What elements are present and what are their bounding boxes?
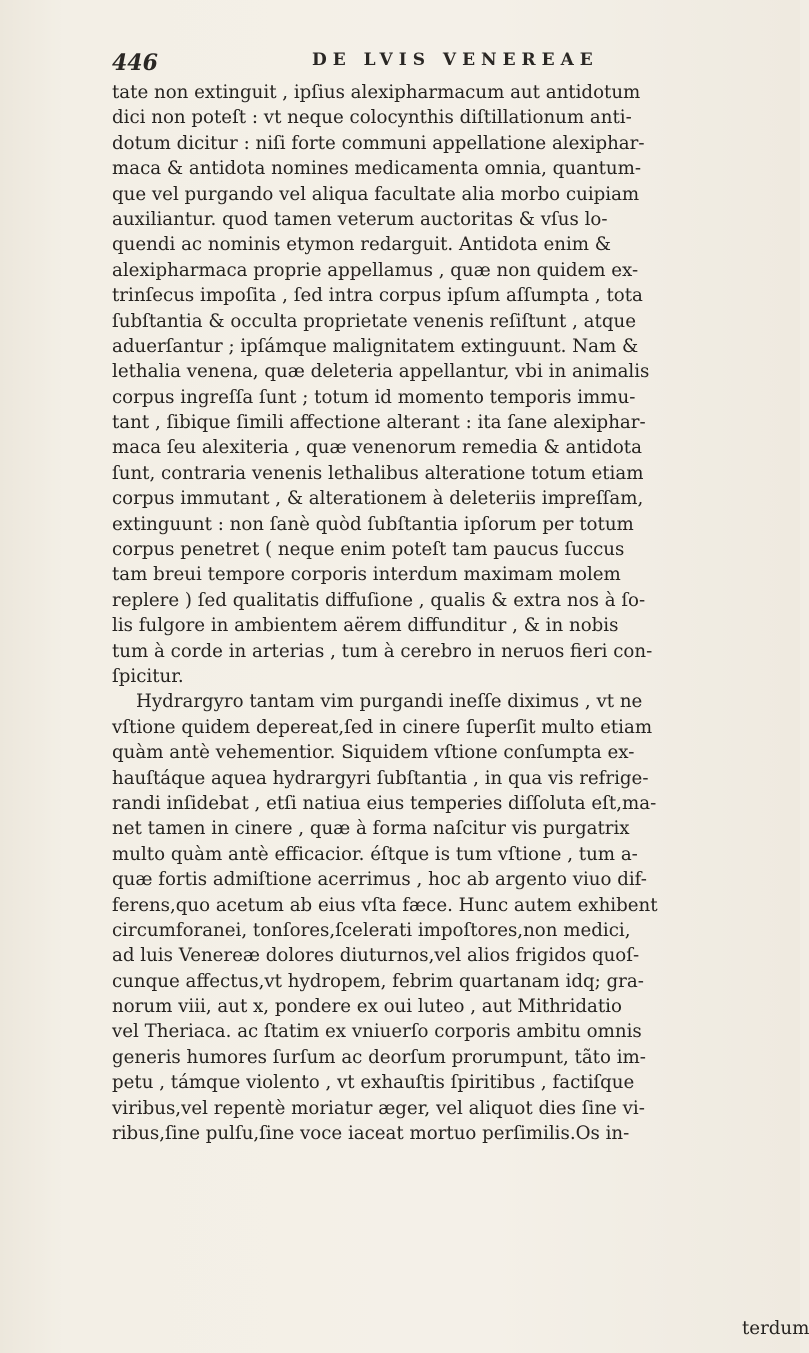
text-line: aduerſantur ; ipſámque malignitatem extinguunt. Nam & <box>112 335 639 357</box>
text-line: ſubſtantia & occulta proprietate venenis reſiſtunt , atque <box>112 310 636 332</box>
text-line: quàm antè vehementior. Siquidem vſtione conſumpta ex- <box>112 742 635 764</box>
page-header <box>112 44 712 78</box>
text-line: corpus ingreſſa ſunt ; totum id momento temporis immu- <box>112 386 636 408</box>
paragraph-start-line: Hydrargyro tantam vim purgandi ineſſe diximus , vt ne <box>136 691 643 713</box>
text-line: ad luis Venereæ dolores diuturnos,vel alios frigidos quoſ- <box>112 945 640 967</box>
text-line: multo quàm antè efficacior. éſtque is tum vſtione , tum a- <box>112 843 638 865</box>
text-line: petu , támque violento , vt exhauſtis ſpiritibus , factiſque <box>112 1072 635 1094</box>
text-line: dotum dicitur : niſi forte communi appellatione alexiphar- <box>112 132 645 154</box>
text-line: que vel purgando vel aliqua facultate alia morbo cuipiam <box>112 183 640 205</box>
text-line: auxiliantur. quod tamen veterum auctoritas & vſus lo- <box>112 208 608 230</box>
text-line: trinſecus impoſita , ſed intra corpus ipſum aſſumpta , tota <box>112 285 643 307</box>
text-line: randi inſidebat , etſi natiua eius temperies diſſoluta eſt,ma- <box>112 792 657 814</box>
catchword: terdum <box>742 1318 809 1339</box>
text-line: hauſtáque aquea hydrargyri ſubſtantia , in qua vis refrige- <box>112 767 649 789</box>
text-line: vſtione quidem depereat,ſed in cinere ſuperſit multo etiam <box>112 716 653 738</box>
text-line: ferens,quo acetum ab eius vſta fæce. Hunc autem exhibent <box>112 894 658 916</box>
text-line: dici non poteſt : vt neque colocynthis diſtillationum anti- <box>112 107 632 129</box>
text-line: maca ſeu alexiteria , quæ venenorum remedia & antidota <box>112 437 642 459</box>
text-line: tum à corde in arterias , tum à cerebro in neruos fieri con- <box>112 640 653 662</box>
text-line: net tamen in cinere , quæ à forma naſcitur vis purgatrix <box>112 818 630 840</box>
text-line: cunque affectus,vt hydropem, febrim quartanam idq; gra- <box>112 970 644 992</box>
text-line: lis fulgore in ambientem aërem diffunditur , & in nobis <box>112 615 619 637</box>
text-line: ribus,ſine pulſu,ſine voce iaceat mortuo perſimilis.Os in- <box>112 1123 630 1145</box>
text-line: ſpicitur. <box>112 665 184 687</box>
text-line: tate non extinguit , ipſius alexipharmacum aut antidotum <box>112 82 641 103</box>
text-line: ſunt, contraria venenis lethalibus alteratione totum etiam <box>112 462 644 484</box>
running-head: DE LVIS VENEREAE <box>312 50 599 70</box>
text-line: lethalia venena, quæ deleteria appellantur, vbi in animalis <box>112 361 650 383</box>
text-line: tant , ſibique ſimili affectione alterant : ita ſane alexiphar- <box>112 412 646 434</box>
text-line: generis humores ſurſum ac deorſum prorumpunt, tãto im- <box>112 1046 646 1068</box>
text-line: vel Theriaca. ac ſtatim ex vniuerſo corporis ambitu omnis <box>112 1021 642 1043</box>
text-line: alexipharmaca proprie appellamus , quæ non quidem ex- <box>112 259 639 281</box>
text-line: corpus immutant , & alterationem à deleteriis impreſſam, <box>112 488 644 510</box>
body-text <box>112 80 802 1146</box>
text-line: viribus,vel repentè moriatur æger, vel aliquot dies ſine vi- <box>112 1097 645 1119</box>
text-line: replere ) ſed qualitatis diffuſione , qualis & extra nos à ſo- <box>112 589 646 611</box>
text-line: quendi ac nominis etymon redarguit. Antidota enim & <box>112 234 611 256</box>
text-line: circumforanei, tonſores,ſcelerati impoſtores,non medici, <box>112 919 631 941</box>
text-line: quæ fortis admiſtione acerrimus , hoc ab argento viuo dif- <box>112 869 647 891</box>
page-number: 446 <box>112 50 158 76</box>
text-line: tam breui tempore corporis interdum maximam molem <box>112 564 621 586</box>
text-line: corpus penetret ( neque enim poteſt tam paucus ſuccus <box>112 539 625 561</box>
text-line: norum viii, aut x, pondere ex oui luteo , aut Mithridatio <box>112 996 622 1018</box>
text-line: maca & antidota nomines medicamenta omnia, quantum- <box>112 158 642 180</box>
text-line: extinguunt : non ſanè quòd ſubſtantia ipſorum per totum <box>112 513 634 535</box>
